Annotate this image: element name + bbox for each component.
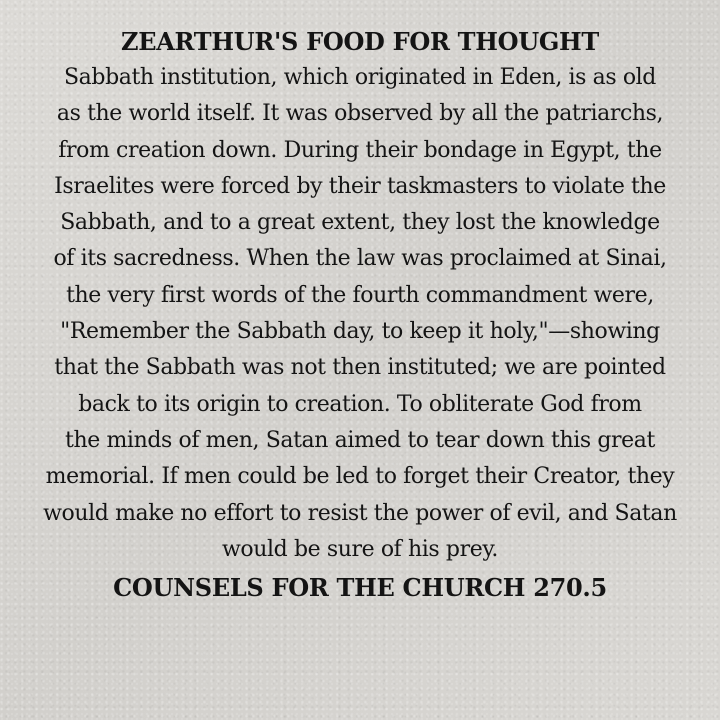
quote-line: that the Sabbath was not then instituted; we are pointed: [54, 355, 666, 381]
poster-title: ZEARTHUR'S FOOD FOR THOUGHT: [121, 27, 599, 56]
quote-line: Sabbath, and to a great extent, they lost the knowledge: [60, 210, 660, 236]
quote-line: Sabbath institution, which originated in Eden, is as old: [64, 65, 656, 90]
quote-line: of its sacredness. When the law was proclaimed at Sinai,: [53, 246, 667, 272]
quote-line: would make no effort to resist the power of evil, and Satan: [43, 500, 677, 526]
quote-line: as the world itself. It was observed by all the patriarchs,: [56, 101, 664, 127]
quote-line: from creation down. During their bondage in Egypt, the: [58, 137, 662, 163]
source-citation: COUNSELS FOR THE CHURCH 270.5: [113, 573, 607, 603]
quote-line: "Remember the Sabbath day, to keep it holy,"—showing: [60, 319, 660, 345]
quote-line: memorial. If men could be led to forget their Creator, they: [45, 464, 675, 490]
quote-body: [10, 60, 710, 568]
quote-line: back to its origin to creation. To obliterate God from: [78, 391, 642, 417]
quote-line: Israelites were forced by their taskmasters to violate the: [54, 173, 666, 199]
quote-line: the minds of men, Satan aimed to tear down this great: [65, 427, 655, 453]
quote-line: would be sure of his prey.: [221, 536, 499, 562]
quote-line: the very first words of the fourth commandment were,: [66, 282, 654, 308]
